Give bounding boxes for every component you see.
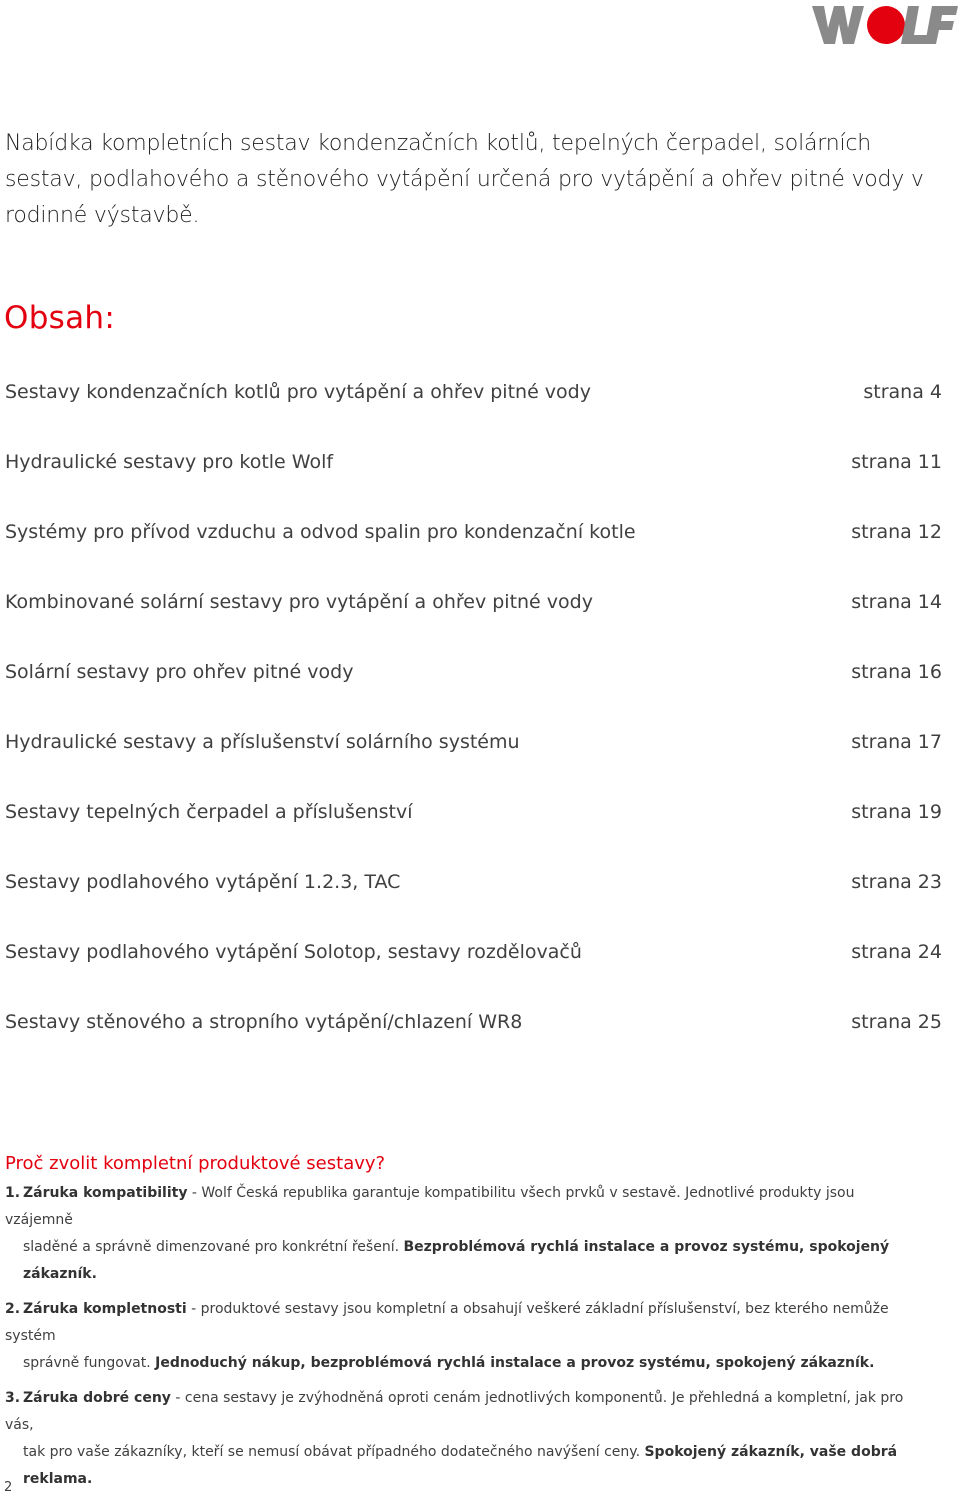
- toc-item[interactable]: [5, 796, 942, 866]
- why-item-continuation: [5, 1439, 925, 1493]
- why-item-emphasis: Bezproblémová rychlá instalace a provoz systému, spokojený zákazník.: [23, 1239, 890, 1282]
- toc-item[interactable]: [5, 936, 942, 1006]
- why-item: [5, 1180, 925, 1288]
- why-item-lead: Záruka dobré ceny: [23, 1390, 171, 1406]
- why-item-continuation: [5, 1234, 925, 1288]
- why-item-text: sladěné a správně dimenzované pro konkrétní řešení.: [23, 1239, 404, 1255]
- toc-item-page: strana 4: [863, 381, 942, 403]
- toc-item-page: strana 12: [851, 521, 942, 543]
- wolf-logo-graphic: [808, 0, 960, 50]
- why-item: [5, 1385, 925, 1493]
- table-of-contents: [5, 376, 942, 1076]
- why-item-emphasis: Jednoduchý nákup, bezproblémová rychlá instalace a provoz systému, spokojený zákazník.: [155, 1355, 875, 1371]
- toc-item-page: strana 19: [851, 801, 942, 823]
- toc-item[interactable]: [5, 866, 942, 936]
- toc-item-title: Hydraulické sestavy a příslušenství solárního systému: [5, 731, 520, 753]
- toc-item-title: Hydraulické sestavy pro kotle Wolf: [5, 451, 334, 473]
- intro-paragraph: Nabídka kompletních sestav kondenzačních kotlů, tepelných čerpadel, solárních sestav, podlahového a stěnového vytápění určená pro vytápění a ohřev pitné vody v rodinné výstavbě.: [5, 131, 924, 228]
- toc-item-page: strana 14: [851, 591, 942, 613]
- toc-item[interactable]: [5, 1006, 942, 1076]
- toc-item-page: strana 25: [851, 1011, 942, 1033]
- toc-item-page: strana 16: [851, 661, 942, 683]
- why-item-lead: Záruka kompletnosti: [23, 1301, 187, 1317]
- toc-item[interactable]: [5, 446, 942, 516]
- toc-item-title: Solární sestavy pro ohřev pitné vody: [5, 661, 354, 683]
- why-item-text: - cena sestavy je zvýhodněná oproti cenám jednotlivých komponentů. Je přehledná a kompletní, jak pro vás,: [5, 1390, 904, 1433]
- toc-item-title: Sestavy podlahového vytápění Solotop, sestavy rozdělovačů: [5, 941, 582, 963]
- toc-item-title: Sestavy podlahového vytápění 1.2.3, TAC: [5, 871, 401, 893]
- why-item-number: 1.: [5, 1185, 21, 1201]
- toc-item-title: Systémy pro přívod vzduchu a odvod spalin pro kondenzační kotle: [5, 521, 636, 543]
- toc-item-page: strana 17: [851, 731, 942, 753]
- contents-heading: Obsah:: [4, 300, 116, 336]
- toc-item[interactable]: [5, 586, 942, 656]
- why-item-text: - produktové sestavy jsou kompletní a obsahují veškeré základní příslušenství, bez kterého nemůže systém: [5, 1301, 889, 1344]
- wolf-logo: [808, 0, 960, 50]
- toc-item[interactable]: [5, 516, 942, 586]
- toc-item-page: strana 24: [851, 941, 942, 963]
- toc-item[interactable]: [5, 376, 942, 446]
- toc-item[interactable]: [5, 726, 942, 796]
- why-item-text: - Wolf Česká republika garantuje kompatibilitu všech prvků v sestavě. Jednotlivé produkty jsou vzájemně: [5, 1185, 855, 1228]
- why-item-emphasis: Spokojený zákazník, vaše dobrá reklama.: [23, 1444, 898, 1487]
- why-item-text: správně fungovat.: [23, 1355, 156, 1371]
- why-item-continuation: [5, 1350, 925, 1377]
- why-item-number: 3.: [5, 1390, 21, 1406]
- why-heading: Proč zvolit kompletní produktové sestavy?: [5, 1153, 386, 1174]
- toc-item[interactable]: [5, 656, 942, 726]
- why-item-lead: Záruka kompatibility: [23, 1185, 188, 1201]
- toc-item-page: strana 23: [851, 871, 942, 893]
- toc-item-page: strana 11: [851, 451, 942, 473]
- toc-item-title: Sestavy tepelných čerpadel a příslušenství: [5, 801, 413, 823]
- toc-item-title: Sestavy stěnového a stropního vytápění/chlazení WR8: [5, 1011, 523, 1033]
- why-list: [5, 1180, 925, 1501]
- why-item-text: tak pro vaše zákazníky, kteří se nemusí obávat případného dodatečného navýšení ceny.: [23, 1444, 645, 1460]
- page-number: 2: [4, 1480, 13, 1495]
- toc-item-title: Sestavy kondenzačních kotlů pro vytápění a ohřev pitné vody: [5, 381, 591, 403]
- why-item: [5, 1296, 925, 1377]
- why-item-number: 2.: [5, 1301, 21, 1317]
- toc-item-title: Kombinované solární sestavy pro vytápění a ohřev pitné vody: [5, 591, 593, 613]
